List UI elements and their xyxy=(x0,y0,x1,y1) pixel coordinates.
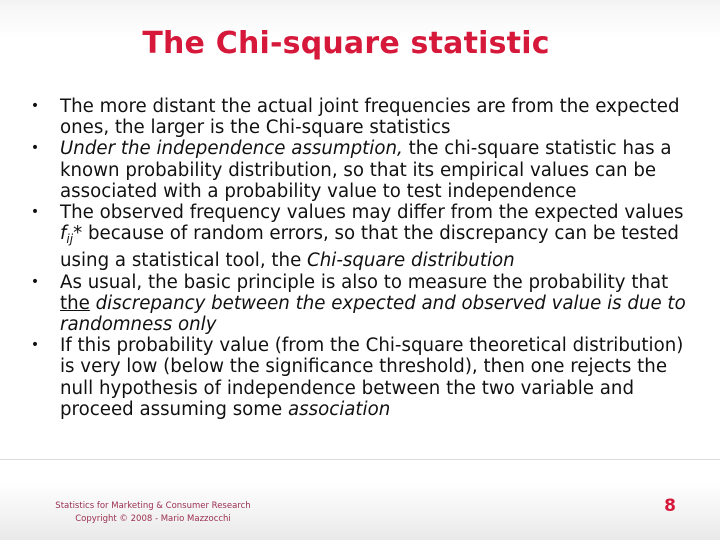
bullet-emphasis: discrepancy between the expected and observed value is due to randomness only xyxy=(60,292,686,336)
page-number: 8 xyxy=(664,496,676,516)
bullet-emphasis: association xyxy=(288,398,391,420)
bullet-dot-icon: • xyxy=(30,98,40,114)
bullet-item xyxy=(28,96,698,138)
bullet-dot-icon: • xyxy=(30,337,40,354)
bullet-item xyxy=(28,272,698,336)
bullet-item xyxy=(28,138,698,202)
bullet-dot-icon: • xyxy=(30,140,40,157)
formula-subscript: ij xyxy=(66,232,74,247)
bullet-dot-icon: • xyxy=(30,204,40,221)
bullet-text: the chi-square statistic has a known probability distribution, so that its empirical values can be associated with a probability value to test independence xyxy=(60,138,672,202)
footer-line-2: Copyright © 2008 - Mario Mazzocchi xyxy=(75,514,231,524)
bullet-text: The observed frequency values may differ from the expected values xyxy=(60,202,684,224)
underlined-text: the xyxy=(60,292,90,314)
footer-divider xyxy=(0,459,720,460)
bullet-item xyxy=(28,335,698,420)
bullet-text: * because of random errors, so that the discrepancy can be tested using a statistical tool, the xyxy=(60,223,679,272)
formula-symbol: f xyxy=(60,223,67,245)
footer-line-1: Statistics for Marketing & Consumer Research xyxy=(55,501,251,511)
footer-credits xyxy=(33,500,273,526)
bullet-text: If this probability value (from the Chi-square theoretical distribution) is very low (below the significance threshold), then one rejects the null hypothesis of independence between the two variable and proceed assuming some xyxy=(60,335,684,420)
bullet-text: As usual, the basic principle is also to measure the probability that xyxy=(60,271,669,293)
bullet-item xyxy=(28,202,698,272)
bullet-text: The more distant the actual joint frequencies are from the expected ones, the larger is the Chi-square statistics xyxy=(60,96,680,139)
footer-band xyxy=(0,457,720,540)
bullet-emphasis: Chi-square distribution xyxy=(307,250,515,272)
bullet-dot-icon: • xyxy=(30,273,40,290)
slide-title: The Chi-square statistic xyxy=(142,26,550,61)
bullet-emphasis: Under the independence assumption, xyxy=(60,138,403,160)
bullet-list xyxy=(28,96,698,420)
